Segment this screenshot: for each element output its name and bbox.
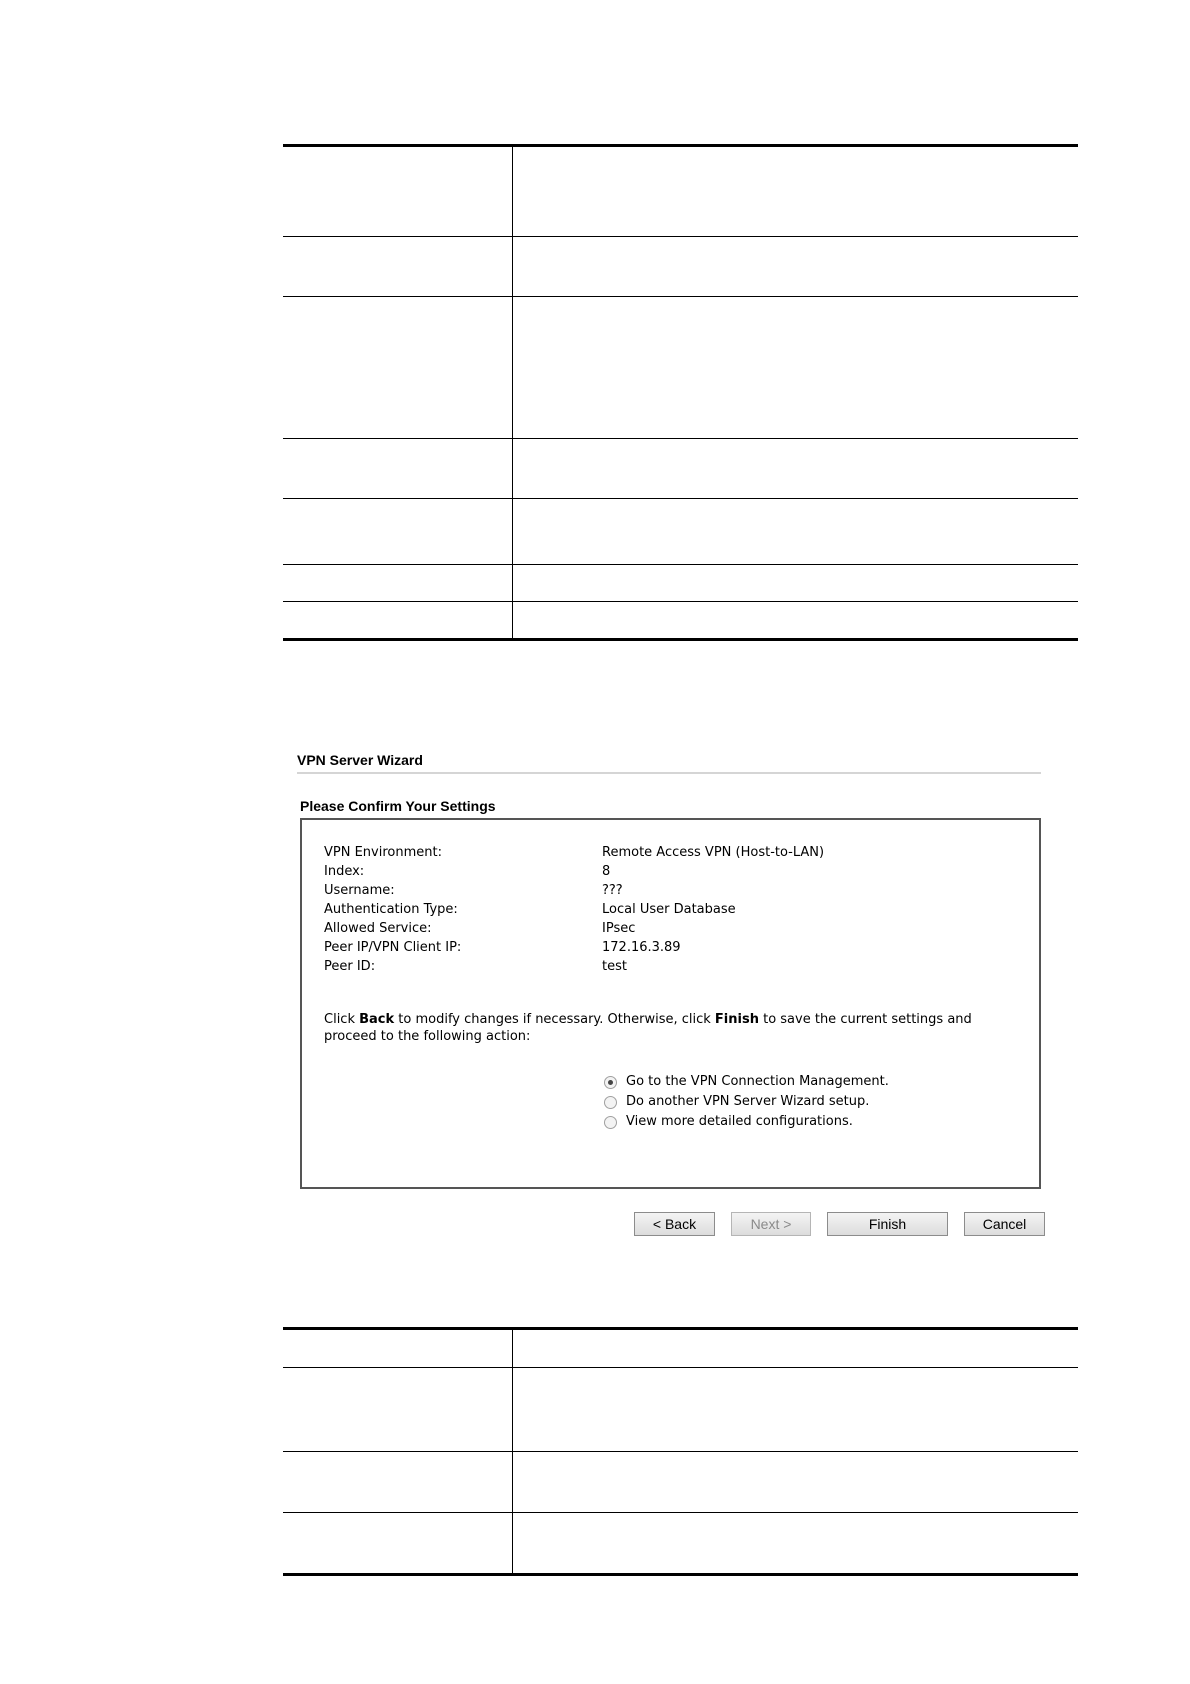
setting-value: Local User Database bbox=[602, 902, 736, 917]
wizard-title: VPN Server Wizard bbox=[297, 745, 1041, 774]
option-label: View more detailed configurations. bbox=[626, 1114, 853, 1129]
settings-summary bbox=[324, 843, 824, 976]
setting-value: IPsec bbox=[602, 921, 636, 936]
table-cell bbox=[512, 1452, 1078, 1513]
setting-label: Index: bbox=[324, 864, 365, 879]
table-cell bbox=[512, 1513, 1078, 1575]
setting-row bbox=[324, 843, 824, 862]
table-cell bbox=[283, 565, 512, 602]
table-cell bbox=[283, 1329, 512, 1368]
back-button[interactable]: < Back bbox=[634, 1212, 715, 1236]
option-label: Do another VPN Server Wizard setup. bbox=[626, 1094, 870, 1109]
cancel-button[interactable]: Cancel bbox=[964, 1212, 1045, 1236]
option-vpn-connection-management[interactable] bbox=[604, 1072, 1017, 1092]
setting-row bbox=[324, 881, 824, 900]
setting-label: Username: bbox=[324, 883, 395, 898]
radio-selected-icon[interactable] bbox=[604, 1076, 617, 1089]
table-cell bbox=[512, 237, 1078, 297]
setting-label: Allowed Service: bbox=[324, 921, 432, 936]
table-cell bbox=[512, 565, 1078, 602]
table-cell bbox=[283, 1452, 512, 1513]
back-keyword: Back bbox=[359, 1012, 395, 1027]
setting-label: Peer IP/VPN Client IP: bbox=[324, 940, 462, 955]
next-action-options bbox=[604, 1072, 1017, 1132]
option-detailed-configurations[interactable] bbox=[604, 1112, 1017, 1132]
table-cell bbox=[512, 146, 1078, 237]
instruction-message: Click Back to modify changes if necessary. Otherwise, click Finish to save the current settings and proceed to the following action: bbox=[324, 1012, 972, 1044]
table-cell bbox=[283, 146, 512, 237]
confirm-settings-box bbox=[300, 818, 1041, 1189]
setting-value: ??? bbox=[602, 883, 623, 898]
table-cell bbox=[512, 499, 1078, 565]
setting-row bbox=[324, 862, 824, 881]
setting-row bbox=[324, 957, 824, 976]
table-cell bbox=[283, 237, 512, 297]
wizard-buttons bbox=[0, 1212, 1190, 1236]
table-cell bbox=[283, 602, 512, 640]
finish-button[interactable]: Finish bbox=[827, 1212, 948, 1236]
radio-icon[interactable] bbox=[604, 1096, 617, 1109]
table-cell bbox=[283, 1513, 512, 1575]
option-label: Go to the VPN Connection Management. bbox=[626, 1074, 889, 1089]
setting-row bbox=[324, 919, 824, 938]
confirm-title: Please Confirm Your Settings bbox=[300, 798, 496, 814]
table-cell bbox=[512, 439, 1078, 499]
table-cell bbox=[512, 297, 1078, 439]
next-button[interactable]: Next > bbox=[731, 1212, 811, 1236]
table-cell bbox=[283, 439, 512, 499]
table-cell bbox=[283, 499, 512, 565]
document-table-top bbox=[283, 144, 1078, 641]
table-cell bbox=[512, 1368, 1078, 1452]
setting-row bbox=[324, 938, 824, 957]
vpn-server-wizard bbox=[297, 745, 1041, 1189]
setting-value: Remote Access VPN (Host-to-LAN) bbox=[602, 845, 825, 860]
table-cell bbox=[512, 1329, 1078, 1368]
radio-icon[interactable] bbox=[604, 1116, 617, 1129]
setting-label: VPN Environment: bbox=[324, 845, 442, 860]
setting-label: Peer ID: bbox=[324, 959, 376, 974]
finish-keyword: Finish bbox=[714, 1012, 759, 1027]
setting-value: 8 bbox=[602, 864, 611, 879]
option-another-wizard-setup[interactable] bbox=[604, 1092, 1017, 1112]
table-cell bbox=[283, 297, 512, 439]
setting-value: 172.16.3.89 bbox=[602, 940, 681, 955]
setting-row bbox=[324, 900, 824, 919]
setting-label: Authentication Type: bbox=[324, 902, 458, 917]
document-table-bottom bbox=[283, 1327, 1078, 1576]
setting-value: test bbox=[602, 959, 627, 974]
table-cell bbox=[283, 1368, 512, 1452]
table-cell bbox=[512, 602, 1078, 640]
